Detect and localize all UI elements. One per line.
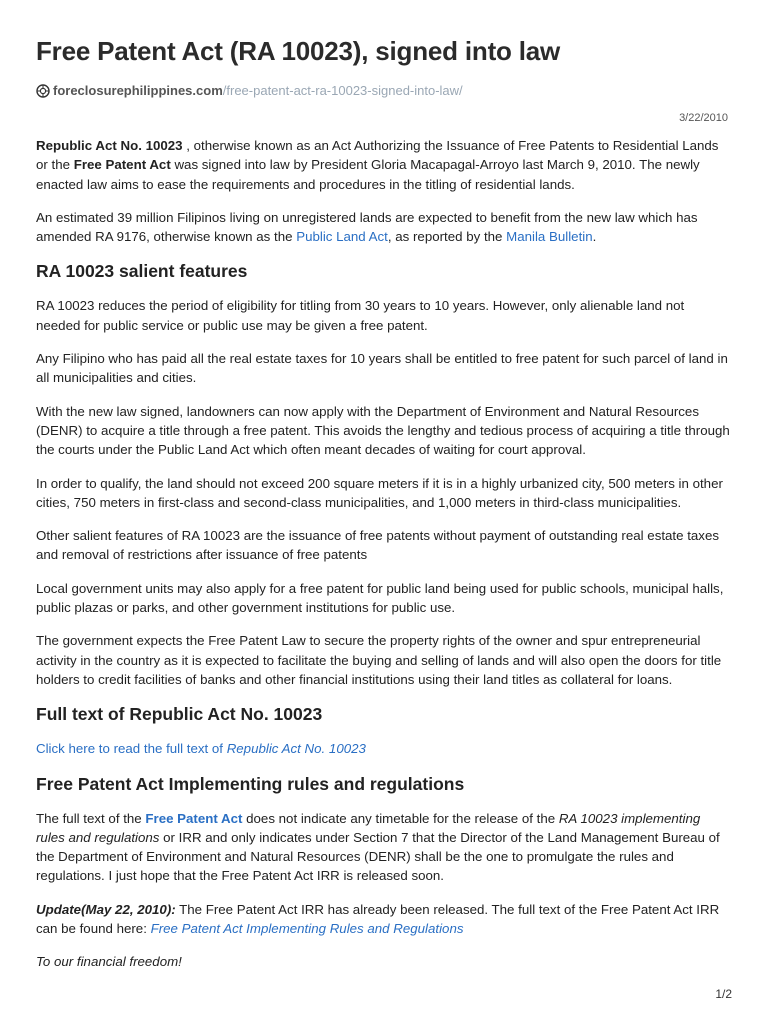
irr-text-2: does not indicate any timetable for the release of the xyxy=(242,810,559,826)
feature-paragraph: Other salient features of RA 10023 are the issuance of free patents without payment of outstanding real estate taxes and removal of restrictions after issuance of free patents xyxy=(36,528,719,563)
public-land-act-link[interactable]: Public Land Act xyxy=(296,229,388,245)
update-paragraph xyxy=(36,900,730,939)
globe-icon xyxy=(36,84,50,98)
page-title: Free Patent Act (RA 10023), signed into law xyxy=(36,36,561,66)
free-patent-act-link[interactable]: Free Patent Act xyxy=(145,810,243,826)
intro-text-2: was signed into law by President Gloria Macapagal-Arroyo last March 9, 2010. The newly enacted law aims to ease the requirements and procedures in the titling of residential lands. xyxy=(36,157,700,192)
beneficiaries-paragraph xyxy=(36,208,730,247)
feature-paragraph: The government expects the Free Patent Law to secure the property rights of the owner and spur entrepreneurial activity in the country as it is expected to facilitate the buying and selling of lands and will also open the doors for title holders to credit facilities of banks and other financial institutions using their land titles as collateral for loans. xyxy=(36,633,722,687)
feature-paragraph: With the new law signed, landowners can now apply with the Department of Environment and Natural Resources (DENR) to acquire a title through a free patent. This avoids the lengthy and tedious process of acquiring a title through the courts under the Public Land Act which often meant decades of waiting for court approval. xyxy=(36,403,730,458)
fulltext-link[interactable] xyxy=(36,739,730,758)
intro-paragraph xyxy=(36,136,730,194)
update-label: Update(May 22, 2010): xyxy=(36,901,176,917)
feature-paragraph: Any Filipino who has paid all the real estate taxes for 10 years shall be entitled to free patent for such parcel of land in all municipalities and cities. xyxy=(36,351,728,386)
update-text: The Free Patent Act IRR has already been released. The full text of the Free Patent Act IRR can be found here: xyxy=(36,901,720,937)
fpa-name: Free Patent Act xyxy=(73,157,171,173)
irr-text-3: or IRR and only indicates under Section 7 that the Director of the Land Management Bureau of the Department of Environment and Natural Resources (DENR) shall be the one to promulgate the rules and regulations. I just hope that the Free Patent Act IRR is released soon. xyxy=(36,829,720,884)
beneficiaries-text-3: . xyxy=(592,229,597,245)
source-domain[interactable]: foreclosurephilippines.com xyxy=(53,83,223,98)
fulltext-heading: Full text of Republic Act No. 10023 xyxy=(36,704,323,725)
source-path[interactable]: /free-patent-act-ra-10023-signed-into-law/ xyxy=(222,83,463,98)
intro-text-1: , otherwise known as an Act Authorizing the Issuance of Free Patents to Residential Lands or the xyxy=(36,138,719,173)
features-heading: RA 10023 salient features xyxy=(36,261,248,282)
source-line xyxy=(36,83,463,98)
beneficiaries-text-1: An estimated 39 million Filipinos living on unregistered lands are expected to benefit from the new law which has amended RA 9176, otherwise known as the xyxy=(36,209,698,245)
feature-paragraph: Local government units may also apply for a free patent for public land being used for public schools, municipal halls, public plazas or parks, and other government institutions for public use. xyxy=(36,580,724,616)
closing-text: To our financial freedom! xyxy=(36,954,182,970)
manila-bulletin-link[interactable]: Manila Bulletin xyxy=(506,229,593,245)
fulltext-link-italic[interactable]: Republic Act No. 10023 xyxy=(226,741,366,757)
irr-heading: Free Patent Act Implementing rules and regulations xyxy=(36,773,465,794)
irr-italic: RA 10023 implementing rules and regulations xyxy=(36,810,701,845)
article-body xyxy=(36,136,730,986)
irr-text-1: The full text of the xyxy=(36,810,146,826)
feature-paragraph: RA 10023 reduces the period of eligibility for titling from 30 years to 10 years. However, only alienable land not needed for public service or public use may be given a free patent. xyxy=(36,298,685,333)
feature-paragraph: In order to qualify, the land should not exceed 200 square meters if it is in a highly urbanized city, 500 meters in other cities, 750 meters in first-class and second-class municipalities, and 1,000 meters in third-class municipalities. xyxy=(36,475,723,510)
closing-line xyxy=(36,952,730,971)
post-date: 3/22/2010 xyxy=(679,112,728,124)
fulltext-link-text[interactable]: Click here to read the full text of xyxy=(36,741,227,757)
beneficiaries-text-2: , as reported by the xyxy=(387,229,507,245)
irr-paragraph xyxy=(36,809,730,886)
ra-name: Republic Act No. 10023 xyxy=(36,138,183,153)
irr-link[interactable]: Free Patent Act Implementing Rules and Regulations xyxy=(150,921,464,937)
page-number: 1/2 xyxy=(715,987,732,1001)
